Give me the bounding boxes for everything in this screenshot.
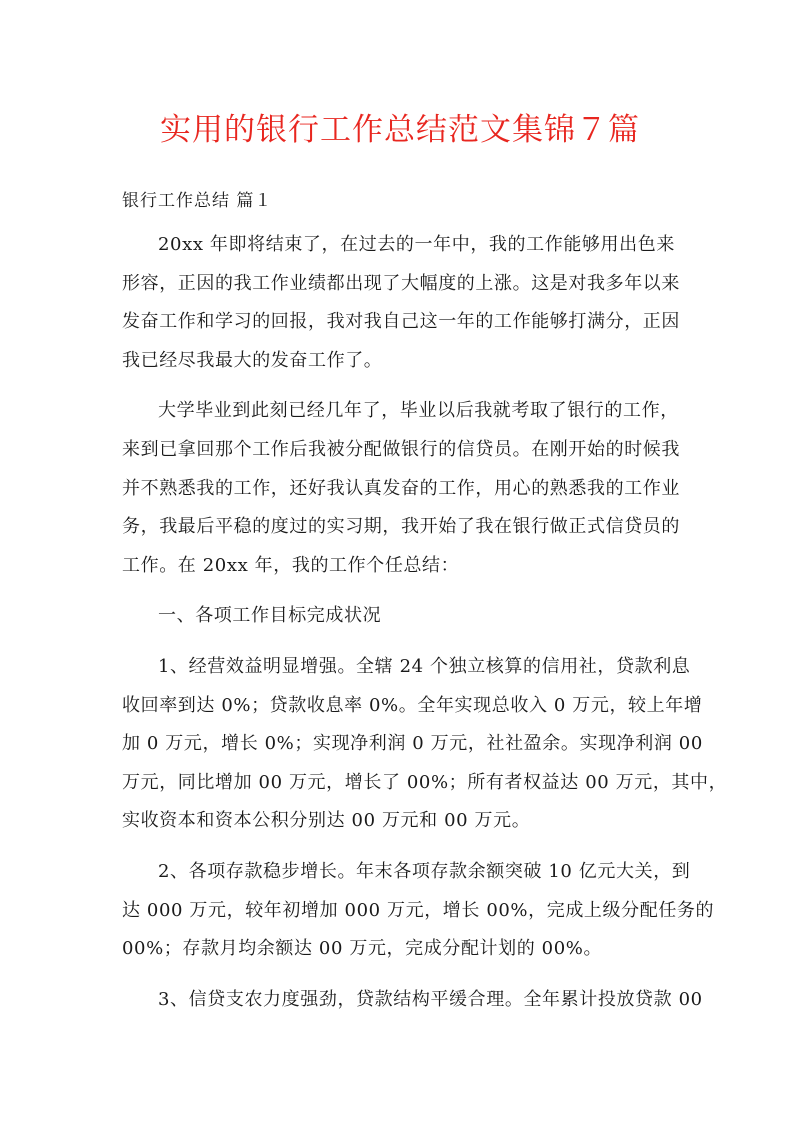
document-body: [122, 226, 728, 1031]
paragraph-item-1: [122, 648, 728, 841]
text-line: 大学毕业到此刻已经几年了，毕业以后我就考取了银行的工作，: [158, 400, 679, 422]
text-line: 发奋工作和学习的回报，我对我自己这一年的工作能够打满分，正因: [122, 311, 680, 333]
text-line: 2、各项存款稳步增长。年末各项存款余额突破 10 亿元大关，到: [158, 860, 691, 882]
paragraph-item-3: [122, 981, 703, 1020]
text-line: 3、信贷支农力度强劲，贷款结构平缓合理。全年累计投放贷款 00: [158, 988, 703, 1010]
text-line: 实收资本和资本公积分别达 00 万元和 00 万元。: [122, 810, 531, 832]
text-line: 我已经尽我最大的发奋工作了。: [122, 349, 383, 371]
text-line: 加 0 万元，增长 0%；实现净利润 0 万元，社社盈余。实现净利润 00: [122, 733, 703, 755]
paragraph-item-2: [122, 853, 715, 969]
text-line: 万元，同比增加 00 万元，增长了 00%；所有者权益达 00 万元，其中，: [122, 771, 728, 793]
document-title: 实用的银行工作总结范文集锦７篇: [160, 112, 640, 148]
text-line: 并不熟悉我的工作，还好我认真发奋的工作，用心的熟悉我的工作业: [122, 477, 680, 499]
text-line: 工作。在 20xx 年，我的工作个任总结：: [122, 554, 460, 576]
text-line: 一、各项工作目标完成状况: [158, 605, 382, 627]
section-heading: 银行工作总结 篇１: [122, 191, 273, 211]
text-line: 形容，正因的我工作业绩都出现了大幅度的上涨。这是对我多年以来: [122, 272, 680, 294]
text-line: 收回率到达 0%；贷款收息率 0%。全年实现总收入 0 万元，较上年增: [122, 694, 703, 716]
text-line: 1、经营效益明显增强。全辖 24 个独立核算的信用社，贷款利息: [158, 655, 691, 677]
text-line: 00%；存款月均余额达 00 万元，完成分配计划的 00%。: [122, 938, 603, 960]
paragraph-background: [122, 392, 684, 585]
text-line: 来到已拿回那个工作后我被分配做银行的信贷员。在刚开始的时候我: [122, 438, 680, 460]
paragraph-intro: [122, 226, 684, 380]
subheading-goals: [122, 597, 684, 636]
text-line: 达 000 万元，较年初增加 000 万元，增长 00%，完成上级分配任务的: [122, 899, 715, 921]
text-line: 务，我最后平稳的度过的实习期，我开始了我在银行做正式信贷员的: [122, 516, 680, 538]
text-line: 20xx 年即将结束了，在过去的一年中，我的工作能够用出色来: [158, 234, 675, 255]
